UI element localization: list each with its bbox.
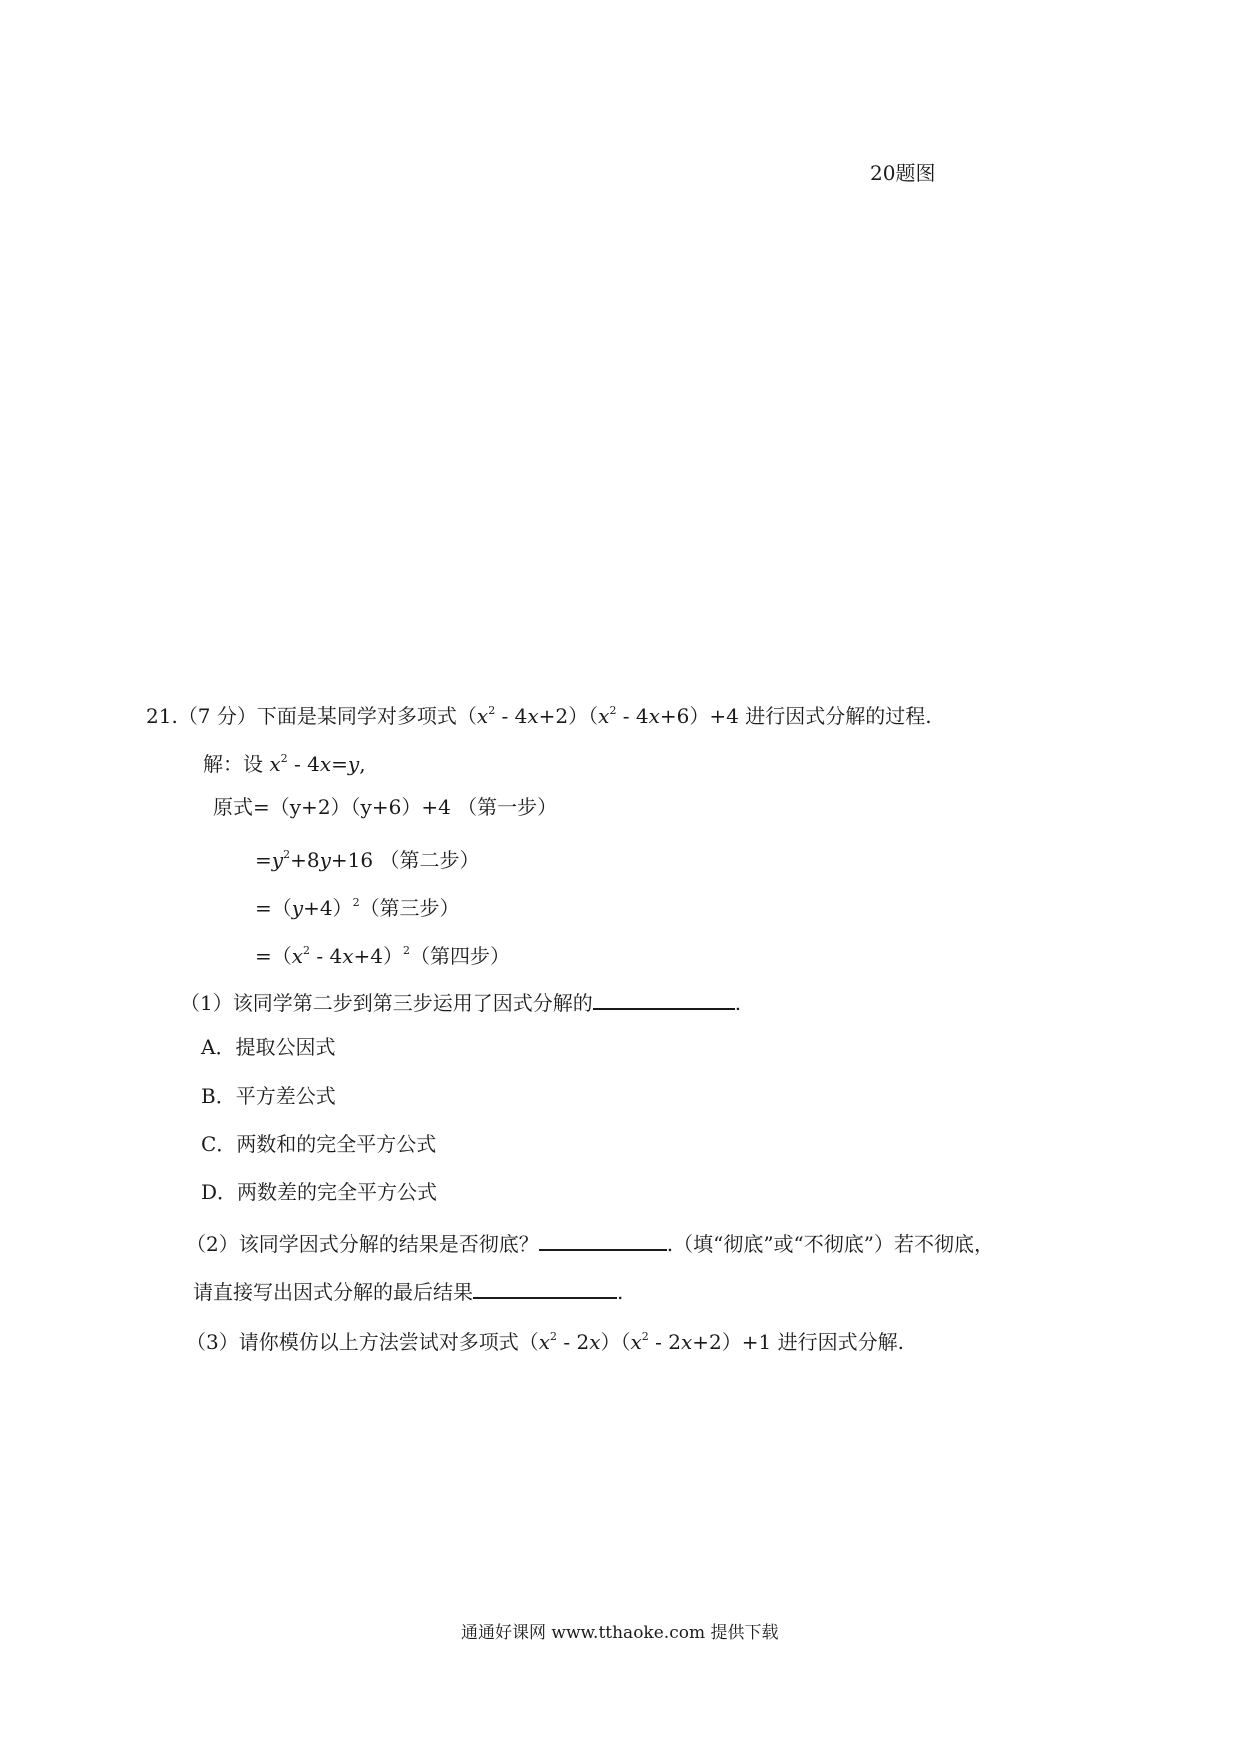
option-c[interactable]	[201, 1131, 436, 1157]
solution-step-4: $=(x^2 - 4x+4)^2$（第四步）	[255, 944, 511, 968]
option-label: B．	[201, 1084, 236, 1108]
part2-line2: 请直接写出因式分解的最后结果 .	[193, 1275, 623, 1305]
step4-formula: $=(x^2 - 4x+4)^2$	[255, 944, 411, 968]
substitution-formula: $x^2 - 4x=y$,	[269, 752, 366, 776]
part1-prompt: （1）该同学第二步到第三步运用了因式分解的 .	[180, 986, 741, 1016]
option-text: 两数和的完全平方公式	[236, 1132, 437, 1156]
part3-prompt: （3）请你模仿以上方法尝试对多项式$(x^2 - 2x)(x^2 - 2x+2)+1$ 进行因式分解.	[186, 1330, 904, 1354]
option-a[interactable]	[201, 1034, 335, 1060]
figure-caption: 20题图	[870, 161, 936, 185]
step2-formula: $=y^2+8y+16$	[255, 848, 380, 872]
answer-blank-2[interactable]	[539, 1227, 667, 1251]
option-d[interactable]	[201, 1179, 437, 1205]
formula: $x^2 - 4x+2)(x^2 - 4x+6)$	[476, 704, 710, 728]
part2-prompt: （2）该同学因式分解的结果是否彻底？ .（填“彻底”或“不彻底”）若不彻底，	[186, 1227, 994, 1257]
part3-formula: $x^2 - 2x)(x^2 - 2x+2)$	[538, 1330, 742, 1354]
option-label: C．	[201, 1132, 237, 1156]
option-label: A．	[201, 1035, 236, 1059]
option-text: 平方差公式	[235, 1084, 336, 1108]
solution-step-3: $=(y+4)^2$（第三步）	[255, 896, 460, 920]
page-footer: 通通好课网 www.tthaoke.com 提供下载	[461, 1623, 779, 1643]
solution-step-1: 原式=（y+2）（y+6）+4 （第一步）	[213, 795, 558, 819]
question-stem-text: 下面是某同学对多项式（	[256, 704, 477, 728]
question-stem-end: +4 进行因式分解的过程.	[709, 704, 932, 728]
option-label: D．	[201, 1180, 238, 1204]
answer-blank-3[interactable]	[473, 1275, 617, 1299]
option-b[interactable]	[201, 1083, 336, 1109]
question-score: （7 分）	[177, 704, 257, 728]
solution-intro: 解：设 $x^2 - 4x=y$,	[203, 752, 366, 776]
solution-step-2: $=y^2+8y+16$ （第二步）	[255, 848, 480, 872]
question-stem	[146, 698, 932, 729]
option-text: 提取公因式	[235, 1035, 336, 1059]
question-number: 21.	[146, 704, 178, 728]
answer-blank-1[interactable]	[593, 986, 735, 1010]
step3-formula: $=(y+4)^2$	[255, 896, 360, 920]
option-text: 两数差的完全平方公式	[237, 1180, 438, 1204]
